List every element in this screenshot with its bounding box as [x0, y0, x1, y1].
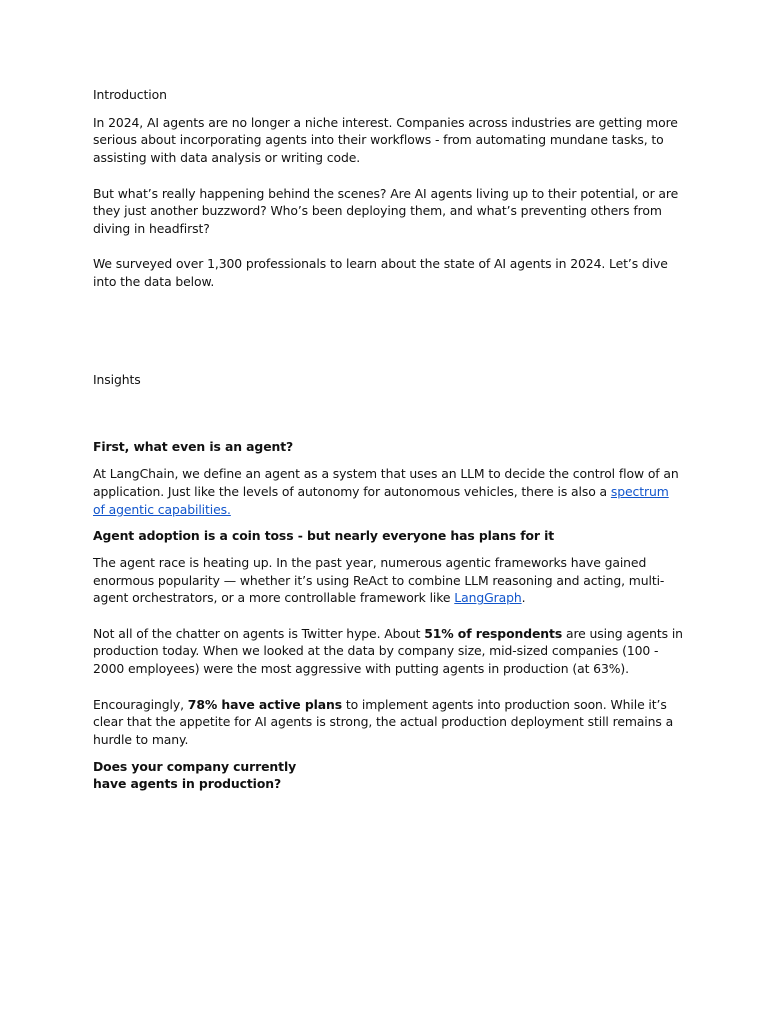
agent-adoption-p2-end: are using agents in production today. When we looked at the data by company size, mid-sized companies (100 - 2000 employees) were the most aggressive with putting agents in production (at 63%).	[93, 625, 683, 677]
chart-title: Does your company currently have agents in production?	[93, 758, 297, 792]
agent-adoption-title: Agent adoption is a coin toss - but nearly everyone has plans for it	[93, 528, 555, 544]
langgraph-link[interactable]: LangGraph	[454, 590, 522, 606]
respondents-stat: 51% of respondents	[424, 625, 563, 641]
introduction-paragraph-1: In 2024, AI agents are no longer a niche interest. Companies across industries are getting more serious about incorporating agents into their workflows - from automating mundane tasks, to assisting with data analysis or writing code.	[93, 114, 678, 166]
agent-adoption-p1-end: .	[521, 590, 526, 606]
agent-definition-title: First, what even is an agent?	[93, 439, 294, 455]
agent-adoption-paragraph-1	[93, 554, 683, 607]
introduction-heading: Introduction	[93, 87, 167, 102]
agent-adoption-p2-start: Not all of the chatter on agents is Twitter hype. About	[93, 625, 425, 641]
agent-adoption-p3-end: to implement agents into production soon. While it’s clear that the appetite for AI agents is strong, the actual production deployment still remains a hurdle to many.	[93, 696, 674, 747]
agent-definition-paragraph	[93, 465, 683, 518]
agent-definition-text: At LangChain, we define an agent as a system that uses an LLM to decide the control flow of an application. Just like the levels of autonomy for autonomous vehicles, there is also a	[93, 466, 679, 499]
agent-adoption-paragraph-2	[93, 625, 683, 678]
introduction-paragraph-2: But what’s really happening behind the scenes? Are AI agents living up to their potential, or are they just another buzzword? Who’s been deploying them, and what’s preventing others from diving in headfirst?	[93, 185, 679, 236]
agent-adoption-paragraph-3	[93, 696, 683, 749]
insights-heading: Insights	[93, 371, 141, 387]
agent-adoption-p1-text: The agent race is heating up. In the past year, numerous agentic frameworks have gained enormous popularity — whether it’s using ReAct to combine LLM reasoning and acting, multi-agent orchestrators, or a more controllable framework like	[93, 554, 665, 606]
introduction-paragraph-3: We surveyed over 1,300 professionals to learn about the state of AI agents in 2024. Let’s dive into the data below.	[93, 256, 668, 289]
document-page	[93, 86, 683, 793]
agent-adoption-p3-start: Encouragingly,	[93, 696, 188, 712]
active-plans-stat: 78% have active plans	[187, 696, 342, 712]
spectrum-of-agentic-capabilities-link[interactable]: spectrum of agentic capabilities.	[93, 483, 669, 517]
